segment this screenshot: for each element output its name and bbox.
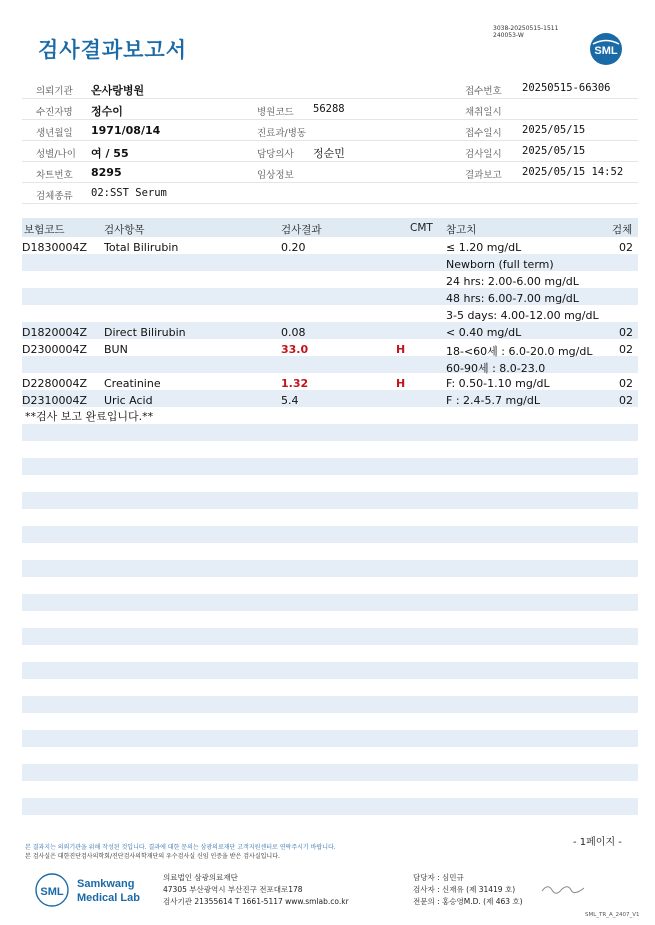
cell-code: D2280004Z	[22, 377, 87, 390]
form-code: SML_TR_A_2407_V1	[585, 912, 640, 918]
table-row	[0, 239, 655, 256]
label-clinical-info: 임상정보	[257, 170, 294, 181]
header-reference: 참고치	[446, 224, 477, 236]
info-row	[22, 141, 638, 162]
svg-text:Samkwang: Samkwang	[77, 878, 135, 890]
info-row	[22, 78, 638, 99]
footer-note-1: 본 결과지는 의뢰기관을 위해 작성된 것입니다. 결과에 대한 문의는 삼광의료재단 고객지원센터로 연락주시기 바랍니다.	[25, 844, 336, 851]
label-test-date: 검사일시	[465, 149, 502, 160]
value-birth-date: 1971/08/14	[91, 124, 161, 137]
table-stripe	[22, 798, 638, 815]
cell-result: 33.0	[281, 343, 309, 356]
signature-specialist: 전문의 : 홍승영M.D. (제 463 호)	[413, 897, 523, 906]
value-test-date: 2025/05/15	[522, 145, 586, 157]
footer-brand	[35, 872, 155, 912]
footer-address-line3: 검사기관 21355614 T 1661-5117 www.smlab.co.kr	[163, 897, 349, 906]
table-row	[0, 256, 655, 273]
cell-code: D2310004Z	[22, 394, 87, 407]
cell-reference: F : 2.4-5.7 mg/dL	[446, 394, 540, 407]
label-hospital-code: 병원코드	[257, 107, 294, 118]
handwritten-signature-icon	[540, 880, 588, 899]
footer-signatures	[413, 872, 523, 908]
cell-code: D2300004Z	[22, 343, 87, 356]
table-stripe	[22, 764, 638, 781]
value-receipt-number: 20250515-66306	[522, 82, 611, 94]
header-result: 검사결과	[281, 224, 322, 236]
table-stripe	[22, 560, 638, 577]
cell-test-item: BUN	[104, 343, 128, 356]
table-row	[0, 273, 655, 290]
value-requesting-institution: 온사랑병원	[91, 84, 145, 97]
label-requesting-institution: 의뢰기관	[36, 86, 73, 97]
results-table-header	[22, 218, 638, 237]
table-stripe	[22, 628, 638, 645]
header-specimen: 검체	[612, 224, 633, 236]
sml-logo-icon	[589, 32, 623, 66]
cell-test-item: Total Bilirubin	[104, 241, 179, 254]
info-row	[22, 99, 638, 120]
info-row	[22, 183, 638, 204]
svg-text:SML: SML	[40, 886, 64, 898]
cell-result: 0.08	[281, 326, 306, 339]
value-chart-number: 8295	[91, 166, 122, 179]
table-row	[0, 290, 655, 307]
cell-reference: 60-90세 : 8.0-23.0	[446, 362, 546, 375]
document-id-line2: 240053-W	[493, 32, 524, 39]
cell-specimen: 02	[619, 377, 633, 390]
cell-reference: 3-5 days: 4.00-12.00 mg/dL	[446, 309, 599, 322]
cell-test-item: Direct Bilirubin	[104, 326, 186, 339]
label-receipt-date: 접수일시	[465, 128, 502, 139]
cell-reference: < 0.40 mg/dL	[446, 326, 522, 339]
table-stripe	[22, 492, 638, 509]
table-row	[0, 324, 655, 341]
label-birth-date: 생년월일	[36, 128, 73, 139]
value-patient-name: 정수이	[91, 105, 123, 118]
table-stripe	[22, 594, 638, 611]
value-report-date: 2025/05/15 14:52	[522, 166, 624, 178]
table-stripe	[22, 662, 638, 679]
label-sex-age: 성별/나이	[36, 149, 76, 160]
table-row	[0, 392, 655, 409]
report-complete-note: **검사 보고 완료입니다.**	[25, 410, 154, 423]
report-title: 검사결과보고서	[38, 38, 188, 62]
cell-result: 5.4	[281, 394, 299, 407]
cell-reference: Newborn (full term)	[446, 258, 554, 271]
footer-address	[163, 872, 349, 908]
label-collection-date: 채취일시	[465, 107, 502, 118]
cell-specimen: 02	[619, 241, 633, 254]
footer-address-line1: 의료법인 삼광의료재단	[163, 873, 238, 882]
table-row	[0, 341, 655, 358]
label-receipt-number: 접수번호	[465, 86, 502, 97]
label-chart-number: 차트번호	[36, 170, 73, 181]
label-specimen-type: 검체종류	[36, 191, 73, 202]
table-stripe	[22, 730, 638, 747]
header-test-item: 검사항목	[104, 224, 145, 236]
cell-code: D1820004Z	[22, 326, 87, 339]
cell-reference: 18-<60세 : 6.0-20.0 mg/dL	[446, 345, 593, 358]
info-row	[22, 162, 638, 183]
value-doctor: 정순민	[313, 147, 345, 160]
table-row	[0, 307, 655, 324]
value-receipt-date: 2025/05/15	[522, 124, 586, 136]
info-row	[22, 120, 638, 141]
cell-specimen: 02	[619, 326, 633, 339]
signature-tester: 검사자 : 신재유 (제 31419 호)	[413, 885, 516, 894]
cell-specimen: 02	[619, 343, 633, 356]
table-stripe	[22, 526, 638, 543]
document-id	[493, 25, 558, 39]
cell-reference: F: 0.50-1.10 mg/dL	[446, 377, 550, 390]
cell-flag: H	[396, 343, 406, 356]
cell-flag: H	[396, 377, 406, 390]
label-patient-name: 수진자명	[36, 107, 73, 118]
cell-result: 1.32	[281, 377, 309, 390]
svg-text:Medical Lab: Medical Lab	[77, 892, 140, 904]
header-insurance-code: 보험코드	[24, 224, 65, 236]
value-hospital-code: 56288	[313, 103, 345, 115]
table-row	[0, 358, 655, 375]
footer-note-2: 본 검사실은 대한진단검사의학회/진단검사의학재단의 우수검사실 신임 인증을 받은 검사실입니다.	[25, 853, 280, 860]
cell-test-item: Uric Acid	[104, 394, 153, 407]
table-stripe	[22, 696, 638, 713]
svg-text:SML: SML	[594, 45, 618, 57]
label-doctor: 담당의사	[257, 149, 294, 160]
cell-reference: 24 hrs: 2.00-6.00 mg/dL	[446, 275, 579, 288]
cell-test-item: Creatinine	[104, 377, 161, 390]
page-number: - 1페이지 -	[573, 837, 622, 848]
cell-code: D1830004Z	[22, 241, 87, 254]
table-stripe	[22, 424, 638, 441]
value-sex-age: 여 / 55	[91, 147, 129, 160]
header-cmt: CMT	[410, 222, 433, 234]
cell-reference: ≤ 1.20 mg/dL	[446, 241, 522, 254]
signature-manager: 담당자 : 심민규	[413, 873, 464, 882]
cell-specimen: 02	[619, 394, 633, 407]
label-report-date: 결과보고	[465, 170, 502, 181]
table-stripe	[22, 458, 638, 475]
value-specimen-type: 02:SST Serum	[91, 187, 167, 199]
cell-reference: 48 hrs: 6.00-7.00 mg/dL	[446, 292, 579, 305]
document-id-line1: 3038-20250515-1511	[493, 25, 559, 32]
footer-address-line2: 47305 부산광역시 부산진구 전포대로178	[163, 885, 303, 894]
label-department: 진료과/병동	[257, 128, 307, 139]
cell-result: 0.20	[281, 241, 306, 254]
table-row	[0, 375, 655, 392]
samkwang-logo-icon	[35, 872, 155, 908]
